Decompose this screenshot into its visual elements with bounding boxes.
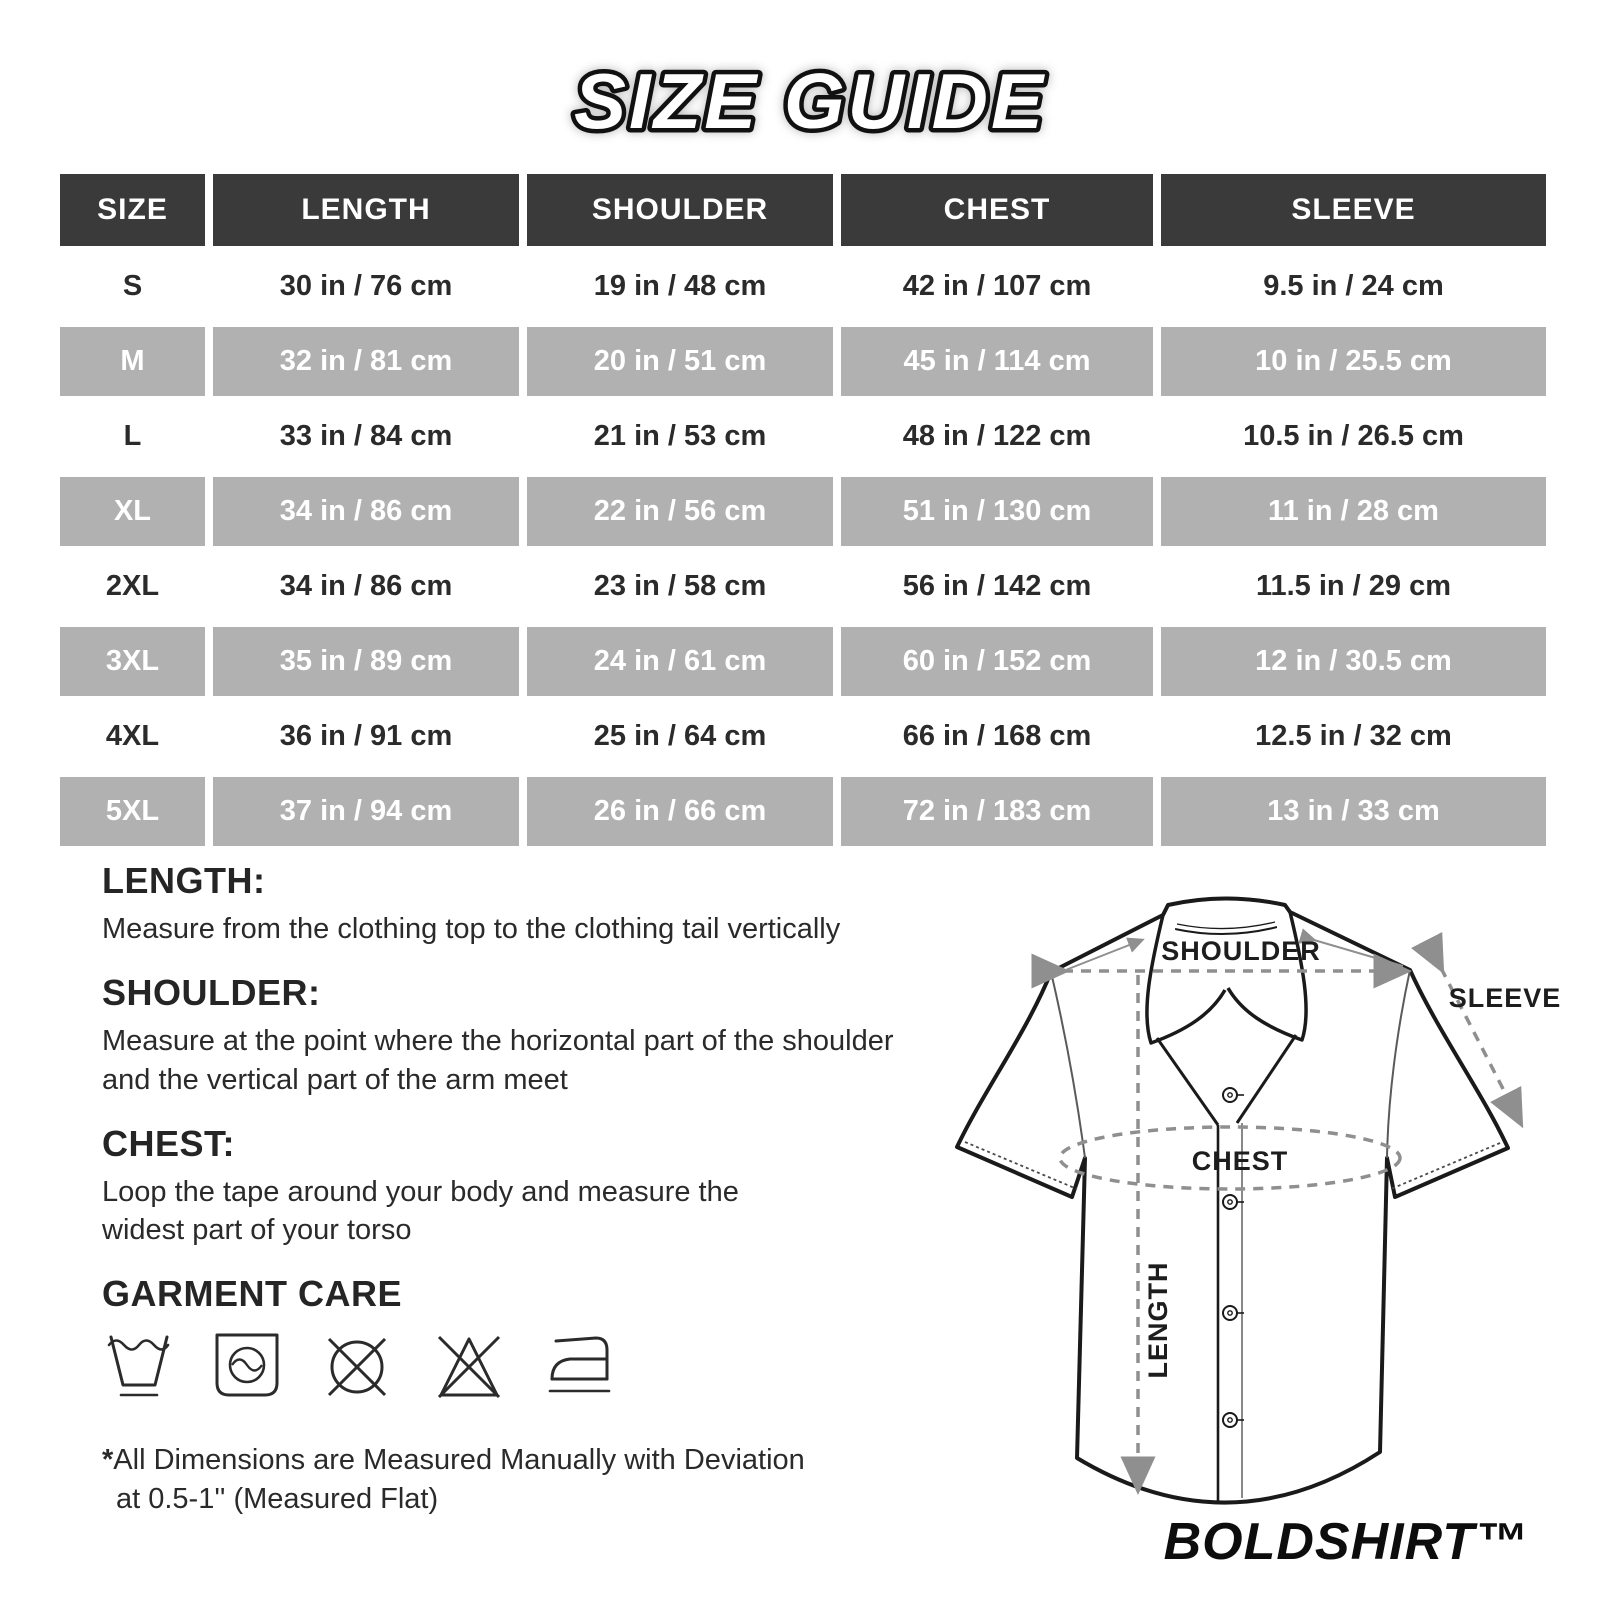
- col-header-chest: CHEST: [841, 174, 1153, 246]
- table-cell: 12 in / 30.5 cm: [1161, 627, 1546, 696]
- table-cell: 9.5 in / 24 cm: [1161, 252, 1546, 321]
- table-cell: 19 in / 48 cm: [527, 252, 833, 321]
- measurement-definitions: [102, 860, 982, 1542]
- table-cell: 21 in / 53 cm: [527, 402, 833, 471]
- table-row: [60, 777, 1546, 846]
- table-cell: 60 in / 152 cm: [841, 627, 1153, 696]
- table-cell: 4XL: [60, 702, 205, 771]
- table-cell: 11.5 in / 29 cm: [1161, 552, 1546, 621]
- disclaimer-line2: at 0.5-1'' (Measured Flat): [116, 1482, 439, 1515]
- table-cell: 48 in / 122 cm: [841, 402, 1153, 471]
- table-cell: 36 in / 91 cm: [213, 702, 519, 771]
- table-cell: 33 in / 84 cm: [213, 402, 519, 471]
- chest-label: CHEST: [1191, 1146, 1289, 1176]
- table-cell: 25 in / 64 cm: [527, 702, 833, 771]
- sleeve-label: SLEEVE: [1448, 983, 1562, 1013]
- table-cell: S: [60, 252, 205, 321]
- table-cell: 35 in / 89 cm: [213, 627, 519, 696]
- table-cell: 26 in / 66 cm: [527, 777, 833, 846]
- table-cell: 32 in / 81 cm: [213, 327, 519, 396]
- table-cell: 24 in / 61 cm: [527, 627, 833, 696]
- size-chart-table: [52, 168, 1554, 852]
- table-cell: 10.5 in / 26.5 cm: [1161, 402, 1546, 471]
- table-row: [60, 252, 1546, 321]
- table-cell: 23 in / 58 cm: [527, 552, 833, 621]
- table-cell: 34 in / 86 cm: [213, 477, 519, 546]
- measurement-disclaimer: [102, 1441, 982, 1518]
- shoulder-term: SHOULDER:: [102, 972, 321, 1014]
- table-cell: 11 in / 28 cm: [1161, 477, 1546, 546]
- table-cell: 51 in / 130 cm: [841, 477, 1153, 546]
- col-header-length: LENGTH: [213, 174, 519, 246]
- iron-icon: [544, 1325, 618, 1407]
- do-not-bleach-icon: [432, 1325, 506, 1407]
- garment-care-heading: GARMENT CARE: [102, 1273, 402, 1315]
- length-term: LENGTH:: [102, 860, 266, 901]
- table-cell: 12.5 in / 32 cm: [1161, 702, 1546, 771]
- disclaimer-line1: All Dimensions are Measured Manually with Deviation: [113, 1444, 805, 1477]
- table-row: [60, 627, 1546, 696]
- col-header-shoulder: SHOULDER: [527, 174, 833, 246]
- shoulder-label: SHOULDER: [1161, 936, 1321, 966]
- tumble-dry-icon: [212, 1325, 282, 1407]
- length-label: LENGTH: [1143, 1261, 1173, 1379]
- table-row: [60, 477, 1546, 546]
- table-cell: 22 in / 56 cm: [527, 477, 833, 546]
- table-row: [60, 552, 1546, 621]
- shirt-outline: [957, 899, 1508, 1503]
- table-cell: 45 in / 114 cm: [841, 327, 1153, 396]
- care-icons-row: [104, 1325, 982, 1407]
- table-cell: 10 in / 25.5 cm: [1161, 327, 1546, 396]
- table-cell: 30 in / 76 cm: [213, 252, 519, 321]
- table-cell: 34 in / 86 cm: [213, 552, 519, 621]
- brand-logo: BOLDSHIRT™: [1163, 1513, 1528, 1571]
- do-not-dry-clean-icon: [320, 1325, 394, 1407]
- table-cell: L: [60, 402, 205, 471]
- table-cell: 56 in / 142 cm: [841, 552, 1153, 621]
- wash-tub-icon: [104, 1325, 174, 1407]
- table-row: [60, 702, 1546, 771]
- table-cell: 66 in / 168 cm: [841, 702, 1153, 771]
- table-cell: 72 in / 183 cm: [841, 777, 1153, 846]
- table-cell: 5XL: [60, 777, 205, 846]
- chest-definition: Loop the tape around your body and measure the widest part of your torso: [102, 1175, 739, 1247]
- shirt-measurement-diagram: [905, 880, 1565, 1525]
- disclaimer-asterisk: *: [102, 1444, 114, 1477]
- table-cell: 42 in / 107 cm: [841, 252, 1153, 321]
- table-cell: 20 in / 51 cm: [527, 327, 833, 396]
- page-title-text: SIZE GUIDE: [573, 57, 1047, 145]
- table-header-row: [60, 174, 1546, 246]
- table-cell: 2XL: [60, 552, 205, 621]
- shoulder-definition: Measure at the point where the horizontal part of the shoulder and the vertical part of the arm meet: [102, 1025, 894, 1096]
- col-header-sleeve: SLEEVE: [1161, 174, 1546, 246]
- table-cell: 37 in / 94 cm: [213, 777, 519, 846]
- chest-term: CHEST:: [102, 1122, 236, 1164]
- col-header-size: SIZE: [60, 174, 205, 246]
- table-cell: 13 in / 33 cm: [1161, 777, 1546, 846]
- page-title: [340, 40, 1280, 160]
- length-definition: Measure from the clothing top to the clothing tail vertically: [102, 913, 841, 945]
- table-cell: M: [60, 327, 205, 396]
- table-cell: XL: [60, 477, 205, 546]
- table-row: [60, 402, 1546, 471]
- table-row: [60, 327, 1546, 396]
- table-cell: 3XL: [60, 627, 205, 696]
